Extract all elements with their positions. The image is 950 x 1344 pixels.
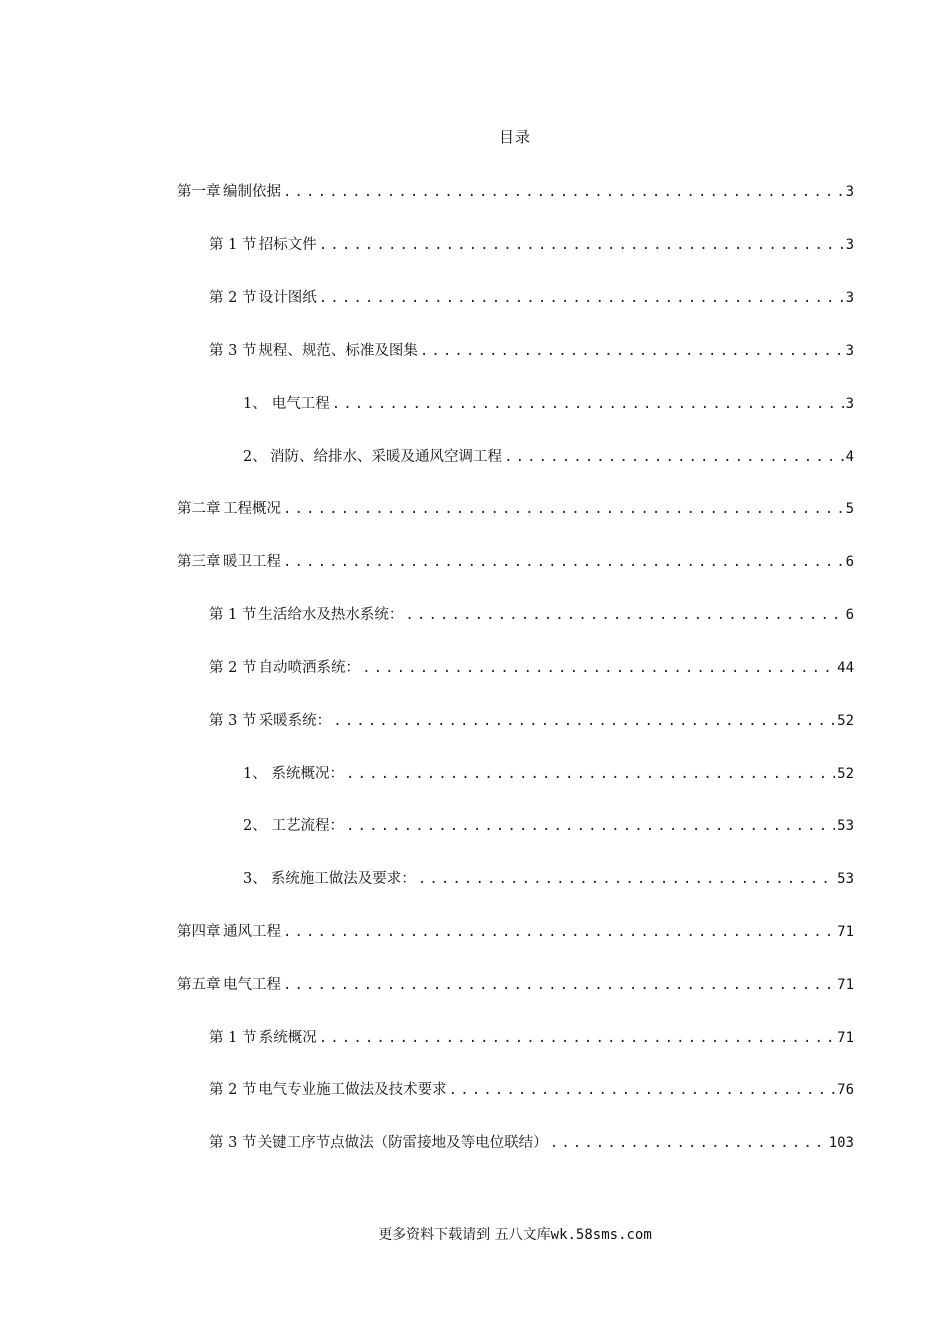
toc-entry-chapter-4[interactable] xyxy=(177,920,854,942)
toc-entry-number: 第 2 节 xyxy=(209,1082,257,1098)
toc-entry-text: 系统施工做法及要求： xyxy=(270,871,416,887)
toc-entry-text: 关键工序节点做法（防雷接地及等电位联结） xyxy=(257,1135,548,1151)
toc-entry-chapter-2[interactable] xyxy=(177,497,854,519)
toc-entry-text: 自动喷洒系统： xyxy=(258,660,361,676)
toc-entry-page: 76 xyxy=(837,1082,854,1098)
footer-site-link[interactable]: wk.58sms.com xyxy=(550,1227,652,1243)
dot-leader xyxy=(346,818,835,834)
dot-leader xyxy=(319,237,844,253)
toc-entry-text: 工程概况 xyxy=(223,501,281,517)
toc-entry-number: 2、 xyxy=(243,818,267,834)
toc-entry-number: 第 3 节 xyxy=(209,1135,257,1151)
toc-entry-number: 第 3 节 xyxy=(209,343,257,359)
toc-entry-number: 第 1 节 xyxy=(209,607,257,623)
toc-entry-page: 71 xyxy=(837,977,854,993)
dot-leader xyxy=(283,184,844,200)
toc-entry-text: 系统概况： xyxy=(271,766,345,782)
toc-title: 目录 xyxy=(498,128,531,146)
toc-entry-page: 53 xyxy=(837,871,854,887)
toc-entry-page: 3 xyxy=(845,290,854,306)
toc-entry-text: 电气工程 xyxy=(271,396,330,412)
toc-entry-chapter-3[interactable] xyxy=(177,550,854,572)
dot-leader xyxy=(362,660,835,676)
toc-entry-text: 设计图纸 xyxy=(258,290,317,306)
dot-leader xyxy=(449,1082,835,1098)
toc-entry-chapter-5[interactable] xyxy=(177,973,854,995)
toc-entry-item[interactable] xyxy=(243,445,854,467)
toc-entry-text: 通风工程 xyxy=(222,924,281,940)
toc-entry-section[interactable] xyxy=(209,1026,854,1048)
dot-leader xyxy=(333,713,835,729)
toc-entry-text: 生活给水及热水系统： xyxy=(258,607,404,623)
toc-entry-page: 3 xyxy=(845,396,854,412)
toc-entry-number: 第 2 节 xyxy=(209,290,257,306)
toc-entry-number: 第 3 节 xyxy=(209,713,257,729)
toc-entry-text: 电气工程 xyxy=(222,977,281,993)
dot-leader xyxy=(332,396,844,412)
dot-leader xyxy=(319,1030,835,1046)
toc-entry-text: 工艺流程： xyxy=(271,818,345,834)
toc-entry-chapter-1[interactable] xyxy=(177,180,854,202)
toc-entry-number: 第二章 xyxy=(177,501,221,517)
dot-leader xyxy=(283,924,835,940)
toc-entry-page: 6 xyxy=(845,554,854,570)
toc-entry-text: 编制依据 xyxy=(223,184,281,200)
toc-entry-number: 1、 xyxy=(243,396,267,412)
toc-entry-number: 第 1 节 xyxy=(209,237,257,253)
toc-entry-item[interactable] xyxy=(243,762,854,784)
toc-entry-page: 3 xyxy=(845,237,854,253)
toc-entry-number: 第三章 xyxy=(177,554,221,570)
toc-entry-number: 第 2 节 xyxy=(209,660,257,676)
toc-entry-page: 71 xyxy=(837,924,854,940)
dot-leader xyxy=(283,977,835,993)
toc-entry-number: 第五章 xyxy=(177,977,221,993)
toc-entry-text: 暖卫工程 xyxy=(223,554,281,570)
toc-entry-section[interactable] xyxy=(209,656,854,678)
toc-entry-page: 5 xyxy=(845,501,854,517)
dot-leader xyxy=(504,449,844,465)
toc-entry-item[interactable] xyxy=(243,392,854,414)
dot-leader xyxy=(283,501,844,517)
toc-entry-text: 消防、给排水、采暖及通风空调工程 xyxy=(270,449,503,465)
toc-entry-page: 52 xyxy=(837,766,854,782)
toc-entry-number: 第 1 节 xyxy=(209,1030,257,1046)
toc-entry-section[interactable] xyxy=(209,339,854,361)
toc-entry-section[interactable] xyxy=(209,233,854,255)
toc-entry-text: 采暖系统： xyxy=(258,713,332,729)
toc-entry-page: 4 xyxy=(845,449,854,465)
page-footer xyxy=(0,1224,950,1244)
toc-entry-number: 第一章 xyxy=(177,184,221,200)
toc-entry-page: 3 xyxy=(845,343,854,359)
toc-entry-section[interactable] xyxy=(209,1078,854,1100)
toc-entry-text: 招标文件 xyxy=(258,237,317,253)
toc-entry-page: 71 xyxy=(837,1030,854,1046)
dot-leader xyxy=(346,766,835,782)
dot-leader xyxy=(319,290,844,306)
footer-text: 更多资料下载请到 五八文库 xyxy=(378,1227,551,1243)
toc-entry-number: 2、 xyxy=(243,449,267,465)
toc-entry-text: 系统概况 xyxy=(258,1030,317,1046)
dot-leader xyxy=(405,607,843,623)
toc-entry-page: 3 xyxy=(845,184,854,200)
toc-entry-section[interactable] xyxy=(209,286,854,308)
toc-entry-page: 6 xyxy=(845,607,854,623)
dot-leader xyxy=(418,871,835,887)
toc-entry-page: 103 xyxy=(828,1135,854,1151)
toc-entry-item[interactable] xyxy=(243,814,854,836)
toc-entry-page: 52 xyxy=(837,713,854,729)
dot-leader xyxy=(283,554,844,570)
toc-entry-text: 电气专业施工做法及技术要求 xyxy=(258,1082,447,1098)
dot-leader xyxy=(420,343,844,359)
toc-entry-number: 第四章 xyxy=(177,924,221,940)
toc-entry-number: 1、 xyxy=(243,766,267,782)
toc-entry-text: 规程、规范、标准及图集 xyxy=(258,343,418,359)
toc-entry-item[interactable] xyxy=(243,867,854,889)
toc-entry-page: 44 xyxy=(837,660,854,676)
toc-entry-section[interactable] xyxy=(209,1131,854,1153)
dot-leader xyxy=(550,1135,827,1151)
toc-entry-page: 53 xyxy=(837,818,854,834)
toc-entry-section[interactable] xyxy=(209,603,854,625)
toc-entry-section[interactable] xyxy=(209,709,854,731)
toc-entry-number: 3、 xyxy=(243,871,267,887)
